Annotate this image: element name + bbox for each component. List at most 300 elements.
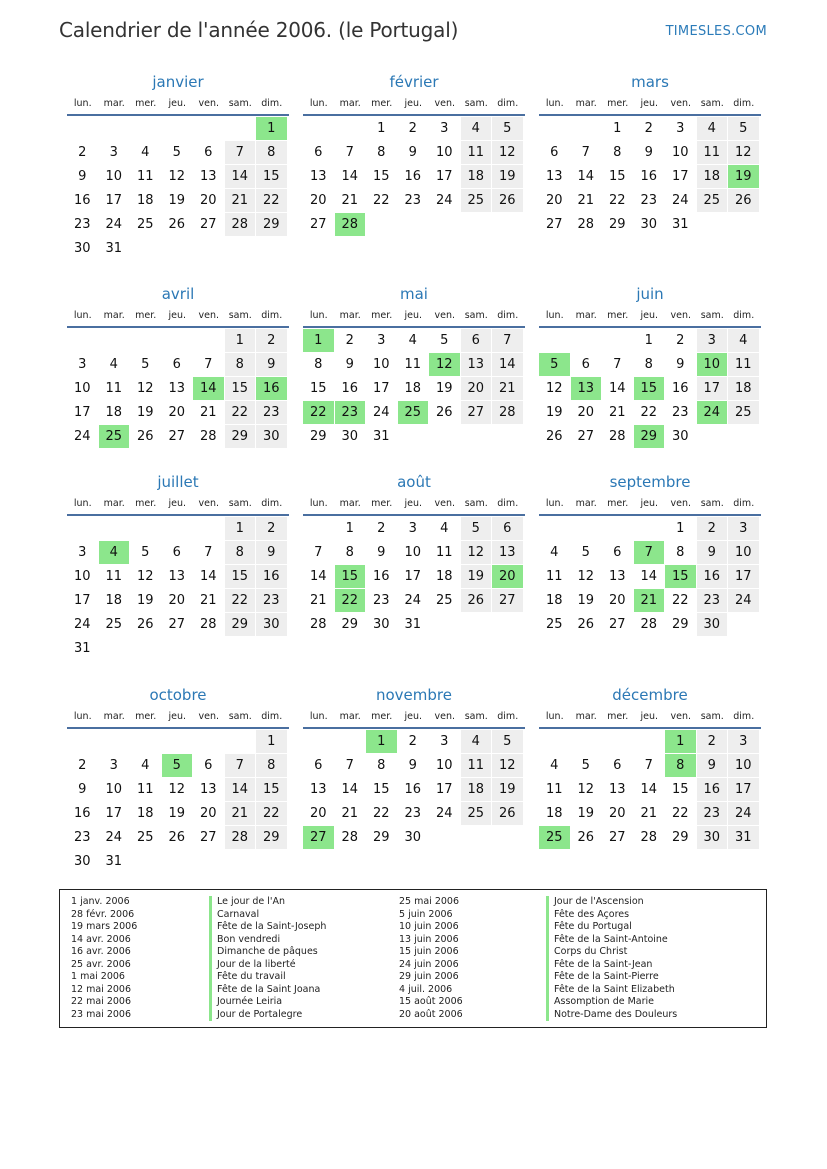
day-cell: 2 xyxy=(697,730,728,753)
day-cell: 20 xyxy=(199,193,217,208)
week-row xyxy=(539,377,761,401)
day-cell: 22 xyxy=(303,401,334,424)
day-cell: 6 xyxy=(314,145,323,160)
day-cell: 23 xyxy=(671,405,689,420)
day-cell: 29 xyxy=(341,617,359,632)
day-cell: 6 xyxy=(204,758,213,773)
day-cell: 20 xyxy=(461,377,492,400)
page-title: Calendrier de l'année 2006. (le Portugal) xyxy=(59,18,459,42)
day-cell: 17 xyxy=(697,377,728,400)
day-cell: 22 xyxy=(335,589,366,612)
month-mars xyxy=(539,72,761,237)
day-cell: 23 xyxy=(73,217,91,232)
day-cell: 16 xyxy=(73,193,91,208)
day-cell: 9 xyxy=(408,145,417,160)
day-cell: 14 xyxy=(225,165,256,188)
legend-holiday-name: Le jour de l'An xyxy=(209,896,326,909)
legend-holiday-name: Fête de la Saint-Jean xyxy=(546,959,677,972)
weekday-header xyxy=(303,492,525,516)
legend-holiday-name: Notre-Dame des Douleurs xyxy=(546,1009,677,1022)
day-cell: 14 xyxy=(341,782,359,797)
day-cell: 23 xyxy=(404,193,422,208)
day-cell: 13 xyxy=(545,169,563,184)
day-cell: 30 xyxy=(372,617,390,632)
day-cell: 17 xyxy=(728,778,759,801)
day-cell: 3 xyxy=(377,333,386,348)
weekday-label: mer. xyxy=(371,497,393,509)
day-cell: 24 xyxy=(435,193,453,208)
legend-holiday-name: Fête du travail xyxy=(209,971,326,984)
month-juin xyxy=(539,284,761,449)
empty-cell xyxy=(67,329,98,352)
day-cell: 28 xyxy=(492,401,523,424)
day-cell: 17 xyxy=(728,565,759,588)
legend-date: 15 août 2006 xyxy=(399,996,463,1007)
day-cell: 8 xyxy=(256,141,287,164)
day-cell: 15 xyxy=(372,782,390,797)
day-cell: 5 xyxy=(162,754,193,777)
day-cell: 29 xyxy=(634,425,665,448)
day-cell: 12 xyxy=(492,141,523,164)
day-cell: 14 xyxy=(640,569,658,584)
day-cell: 29 xyxy=(671,617,689,632)
week-row xyxy=(67,117,289,141)
weekday-label: ven. xyxy=(670,710,691,722)
day-cell: 30 xyxy=(404,830,422,845)
weekday-header xyxy=(67,92,289,116)
day-cell: 10 xyxy=(372,357,390,372)
empty-cell xyxy=(728,613,759,636)
day-cell: 8 xyxy=(314,357,323,372)
day-cell: 1 xyxy=(345,521,354,536)
week-row xyxy=(67,637,289,661)
week-row xyxy=(539,329,761,353)
day-cell: 14 xyxy=(577,169,595,184)
empty-cell xyxy=(162,637,193,660)
weekday-label: dim. xyxy=(733,497,755,509)
day-cell: 10 xyxy=(73,381,91,396)
week-row xyxy=(539,778,761,802)
day-cell: 19 xyxy=(492,165,523,188)
day-cell: 19 xyxy=(545,405,563,420)
week-row xyxy=(539,802,761,826)
day-cell: 21 xyxy=(225,189,256,212)
day-cell: 1 xyxy=(366,730,397,753)
weekday-label: mar. xyxy=(103,309,125,321)
day-cell: 21 xyxy=(608,405,626,420)
day-cell: 9 xyxy=(408,758,417,773)
week-row xyxy=(303,425,525,449)
day-cell: 15 xyxy=(225,377,256,400)
day-cell: 29 xyxy=(309,429,327,444)
month-name: juillet xyxy=(157,473,199,491)
day-cell: 24 xyxy=(728,589,759,612)
day-cell: 28 xyxy=(640,617,658,632)
week-row xyxy=(539,213,761,237)
day-cell: 3 xyxy=(78,545,87,560)
day-cell: 4 xyxy=(440,521,449,536)
day-cell: 22 xyxy=(671,806,689,821)
day-cell: 28 xyxy=(199,617,217,632)
day-cell: 28 xyxy=(577,217,595,232)
empty-cell xyxy=(461,826,492,849)
week-row xyxy=(303,826,525,850)
empty-cell xyxy=(256,637,287,660)
weekday-label: sam. xyxy=(228,497,252,509)
empty-cell xyxy=(193,850,224,873)
empty-cell xyxy=(256,850,287,873)
day-cell: 2 xyxy=(345,333,354,348)
day-cell: 1 xyxy=(256,730,287,753)
legend-holiday-name: Journée Leiria xyxy=(209,996,326,1009)
day-cell: 20 xyxy=(309,193,327,208)
week-row xyxy=(539,517,761,541)
empty-cell xyxy=(728,425,759,448)
day-cell: 14 xyxy=(608,381,626,396)
day-cell: 1 xyxy=(377,121,386,136)
day-cell: 5 xyxy=(141,545,150,560)
day-cell: 18 xyxy=(697,165,728,188)
week-row xyxy=(67,329,289,353)
empty-cell xyxy=(162,329,193,352)
day-cell: 26 xyxy=(136,429,154,444)
day-cell: 22 xyxy=(671,593,689,608)
day-cell: 12 xyxy=(577,569,595,584)
day-cell: 2 xyxy=(256,329,287,352)
day-cell: 14 xyxy=(225,778,256,801)
day-cell: 7 xyxy=(345,145,354,160)
day-cell: 26 xyxy=(168,830,186,845)
weekday-label: mer. xyxy=(135,710,157,722)
day-cell: 1 xyxy=(613,121,622,136)
month-name: septembre xyxy=(609,473,691,491)
day-cell: 19 xyxy=(435,381,453,396)
weekday-label: ven. xyxy=(434,309,455,321)
weekday-label: ven. xyxy=(670,97,691,109)
empty-cell xyxy=(162,850,193,873)
empty-cell xyxy=(99,730,130,753)
day-cell: 6 xyxy=(314,758,323,773)
week-row xyxy=(67,613,289,637)
day-cell: 10 xyxy=(404,545,422,560)
weekday-label: jeu. xyxy=(168,309,187,321)
day-cell: 27 xyxy=(199,830,217,845)
day-cell: 3 xyxy=(408,521,417,536)
day-cell: 21 xyxy=(492,377,523,400)
month-name: février xyxy=(389,73,439,91)
weekday-label: jeu. xyxy=(404,497,423,509)
empty-cell xyxy=(130,329,161,352)
weekday-label: mar. xyxy=(339,497,361,509)
day-cell: 13 xyxy=(608,569,626,584)
day-cell: 30 xyxy=(697,613,728,636)
day-cell: 6 xyxy=(172,545,181,560)
day-cell: 25 xyxy=(105,617,123,632)
month-avril xyxy=(67,284,289,449)
weekday-header xyxy=(539,304,761,328)
legend-holiday-name: Carnaval xyxy=(209,909,326,922)
empty-cell xyxy=(130,237,161,260)
day-cell: 24 xyxy=(671,193,689,208)
day-cell: 10 xyxy=(671,145,689,160)
weekday-label: mar. xyxy=(339,710,361,722)
weekday-label: ven. xyxy=(434,710,455,722)
day-cell: 3 xyxy=(440,121,449,136)
day-cell: 22 xyxy=(608,193,626,208)
day-cell: 30 xyxy=(256,425,287,448)
day-cell: 1 xyxy=(225,329,256,352)
day-cell: 18 xyxy=(728,377,759,400)
day-cell: 9 xyxy=(78,782,87,797)
day-cell: 30 xyxy=(256,613,287,636)
weekday-header xyxy=(67,304,289,328)
day-cell: 28 xyxy=(199,429,217,444)
day-cell: 16 xyxy=(73,806,91,821)
month-août xyxy=(303,472,525,637)
week-row xyxy=(303,165,525,189)
day-cell: 31 xyxy=(73,641,91,656)
weekday-label: sam. xyxy=(464,97,488,109)
weekday-label: mar. xyxy=(103,97,125,109)
week-row xyxy=(303,401,525,425)
weekday-label: mer. xyxy=(135,97,157,109)
day-cell: 4 xyxy=(461,730,492,753)
day-cell: 18 xyxy=(461,165,492,188)
empty-cell xyxy=(571,329,602,352)
day-cell: 21 xyxy=(577,193,595,208)
weekday-label: lun. xyxy=(309,309,328,321)
month-name: août xyxy=(397,473,431,491)
day-cell: 20 xyxy=(492,565,523,588)
weekday-label: mar. xyxy=(339,97,361,109)
weekday-label: sam. xyxy=(700,497,724,509)
weekday-label: mar. xyxy=(575,309,597,321)
empty-cell xyxy=(539,517,570,540)
legend-date: 15 juin 2006 xyxy=(399,946,459,957)
legend-date: 4 juil. 2006 xyxy=(399,983,453,995)
day-cell: 23 xyxy=(335,401,366,424)
day-cell: 25 xyxy=(435,593,453,608)
week-row xyxy=(67,754,289,778)
day-cell: 7 xyxy=(345,758,354,773)
empty-cell xyxy=(492,425,523,448)
day-cell: 18 xyxy=(435,569,453,584)
day-cell: 5 xyxy=(539,353,570,376)
week-row xyxy=(303,778,525,802)
day-cell: 26 xyxy=(136,617,154,632)
day-cell: 10 xyxy=(435,758,453,773)
empty-cell xyxy=(634,517,665,540)
day-cell: 27 xyxy=(461,401,492,424)
legend-date: 1 mai 2006 xyxy=(71,971,125,982)
empty-cell xyxy=(539,117,570,140)
week-row xyxy=(539,189,761,213)
day-cell: 12 xyxy=(168,782,186,797)
month-janvier xyxy=(67,72,289,261)
day-cell: 13 xyxy=(571,377,602,400)
day-cell: 8 xyxy=(225,541,256,564)
day-cell: 29 xyxy=(225,613,256,636)
day-cell: 1 xyxy=(665,730,696,753)
day-cell: 4 xyxy=(461,117,492,140)
week-row xyxy=(539,541,761,565)
empty-cell xyxy=(193,117,224,140)
day-cell: 14 xyxy=(492,353,523,376)
day-cell: 3 xyxy=(676,121,685,136)
legend-date: 28 févr. 2006 xyxy=(71,908,135,920)
day-cell: 15 xyxy=(256,165,287,188)
legend-date: 23 mai 2006 xyxy=(71,1008,132,1020)
day-cell: 2 xyxy=(78,145,87,160)
weekday-label: ven. xyxy=(670,497,691,509)
day-cell: 15 xyxy=(608,169,626,184)
day-cell: 10 xyxy=(73,569,91,584)
day-cell: 20 xyxy=(168,593,186,608)
day-cell: 21 xyxy=(634,589,665,612)
empty-cell xyxy=(461,613,492,636)
empty-cell xyxy=(256,237,287,260)
day-cell: 2 xyxy=(676,333,685,348)
day-cell: 24 xyxy=(73,429,91,444)
weekday-label: jeu. xyxy=(640,97,659,109)
day-cell: 20 xyxy=(608,593,626,608)
weekday-label: mar. xyxy=(575,710,597,722)
day-cell: 16 xyxy=(697,565,728,588)
day-cell: 18 xyxy=(404,381,422,396)
weekday-label: sam. xyxy=(464,497,488,509)
day-cell: 2 xyxy=(408,121,417,136)
day-cell: 8 xyxy=(225,353,256,376)
day-cell: 21 xyxy=(640,806,658,821)
day-cell: 16 xyxy=(256,377,287,400)
day-cell: 16 xyxy=(640,169,658,184)
day-cell: 23 xyxy=(697,589,728,612)
weekday-label: ven. xyxy=(670,309,691,321)
day-cell: 4 xyxy=(728,329,759,352)
week-row xyxy=(539,425,761,449)
week-row xyxy=(303,730,525,754)
day-cell: 11 xyxy=(136,169,154,184)
weekday-label: jeu. xyxy=(168,710,187,722)
day-cell: 17 xyxy=(372,381,390,396)
week-row xyxy=(67,517,289,541)
week-row xyxy=(303,613,525,637)
empty-cell xyxy=(634,730,665,753)
day-cell: 11 xyxy=(461,754,492,777)
day-cell: 5 xyxy=(728,117,759,140)
day-cell: 22 xyxy=(225,401,256,424)
day-cell: 12 xyxy=(545,381,563,396)
weekday-label: sam. xyxy=(228,97,252,109)
day-cell: 3 xyxy=(728,517,759,540)
day-cell: 7 xyxy=(204,357,213,372)
day-cell: 28 xyxy=(341,830,359,845)
legend-holiday-name: Fête de la Saint Elizabeth xyxy=(546,984,677,997)
day-cell: 17 xyxy=(435,782,453,797)
day-cell: 6 xyxy=(204,145,213,160)
day-cell: 1 xyxy=(225,517,256,540)
weekday-label: mer. xyxy=(371,97,393,109)
week-row xyxy=(303,117,525,141)
day-cell: 8 xyxy=(613,145,622,160)
weekday-label: ven. xyxy=(198,497,219,509)
day-cell: 15 xyxy=(335,565,366,588)
day-cell: 21 xyxy=(341,806,359,821)
empty-cell xyxy=(303,730,334,753)
day-cell: 4 xyxy=(550,758,559,773)
day-cell: 15 xyxy=(225,565,256,588)
day-cell: 9 xyxy=(78,169,87,184)
day-cell: 9 xyxy=(256,353,287,376)
day-cell: 28 xyxy=(640,830,658,845)
week-row xyxy=(67,353,289,377)
weekday-label: sam. xyxy=(700,710,724,722)
day-cell: 16 xyxy=(404,169,422,184)
month-name: mai xyxy=(400,285,428,303)
weekday-label: lun. xyxy=(545,309,564,321)
legend-holiday-name: Jour de Portalegre xyxy=(209,1009,326,1022)
day-cell: 6 xyxy=(613,545,622,560)
day-cell: 24 xyxy=(435,806,453,821)
day-cell: 10 xyxy=(697,353,728,376)
day-cell: 28 xyxy=(608,429,626,444)
day-cell: 21 xyxy=(341,193,359,208)
day-cell: 27 xyxy=(492,589,523,612)
weekday-label: dim. xyxy=(497,97,519,109)
legend-date: 16 avr. 2006 xyxy=(71,946,131,957)
day-cell: 28 xyxy=(309,617,327,632)
day-cell: 11 xyxy=(697,141,728,164)
day-cell: 19 xyxy=(492,778,523,801)
day-cell: 14 xyxy=(640,782,658,797)
day-cell: 30 xyxy=(697,826,728,849)
day-cell: 20 xyxy=(577,405,595,420)
day-cell: 15 xyxy=(671,782,689,797)
day-cell: 23 xyxy=(404,806,422,821)
weekday-label: sam. xyxy=(228,309,252,321)
day-cell: 27 xyxy=(608,830,626,845)
day-cell: 16 xyxy=(671,381,689,396)
day-cell: 2 xyxy=(644,121,653,136)
day-cell: 10 xyxy=(728,541,759,564)
day-cell: 4 xyxy=(550,545,559,560)
empty-cell xyxy=(303,517,334,540)
week-row xyxy=(67,165,289,189)
day-cell: 8 xyxy=(256,754,287,777)
day-cell: 2 xyxy=(256,517,287,540)
day-cell: 15 xyxy=(665,565,696,588)
weekday-label: jeu. xyxy=(640,497,659,509)
week-row xyxy=(67,541,289,565)
empty-cell xyxy=(130,850,161,873)
day-cell: 4 xyxy=(109,357,118,372)
day-cell: 24 xyxy=(105,217,123,232)
day-cell: 7 xyxy=(634,541,665,564)
day-cell: 12 xyxy=(429,353,460,376)
day-cell: 19 xyxy=(168,806,186,821)
day-cell: 18 xyxy=(105,593,123,608)
day-cell: 13 xyxy=(309,169,327,184)
day-cell: 13 xyxy=(168,569,186,584)
week-row xyxy=(67,213,289,237)
day-cell: 30 xyxy=(671,429,689,444)
brand-link[interactable]: TIMESLES.COM xyxy=(665,24,767,39)
empty-cell xyxy=(193,730,224,753)
day-cell: 11 xyxy=(136,782,154,797)
day-cell: 16 xyxy=(697,778,728,801)
weekday-label: lun. xyxy=(73,309,92,321)
day-cell: 6 xyxy=(613,758,622,773)
